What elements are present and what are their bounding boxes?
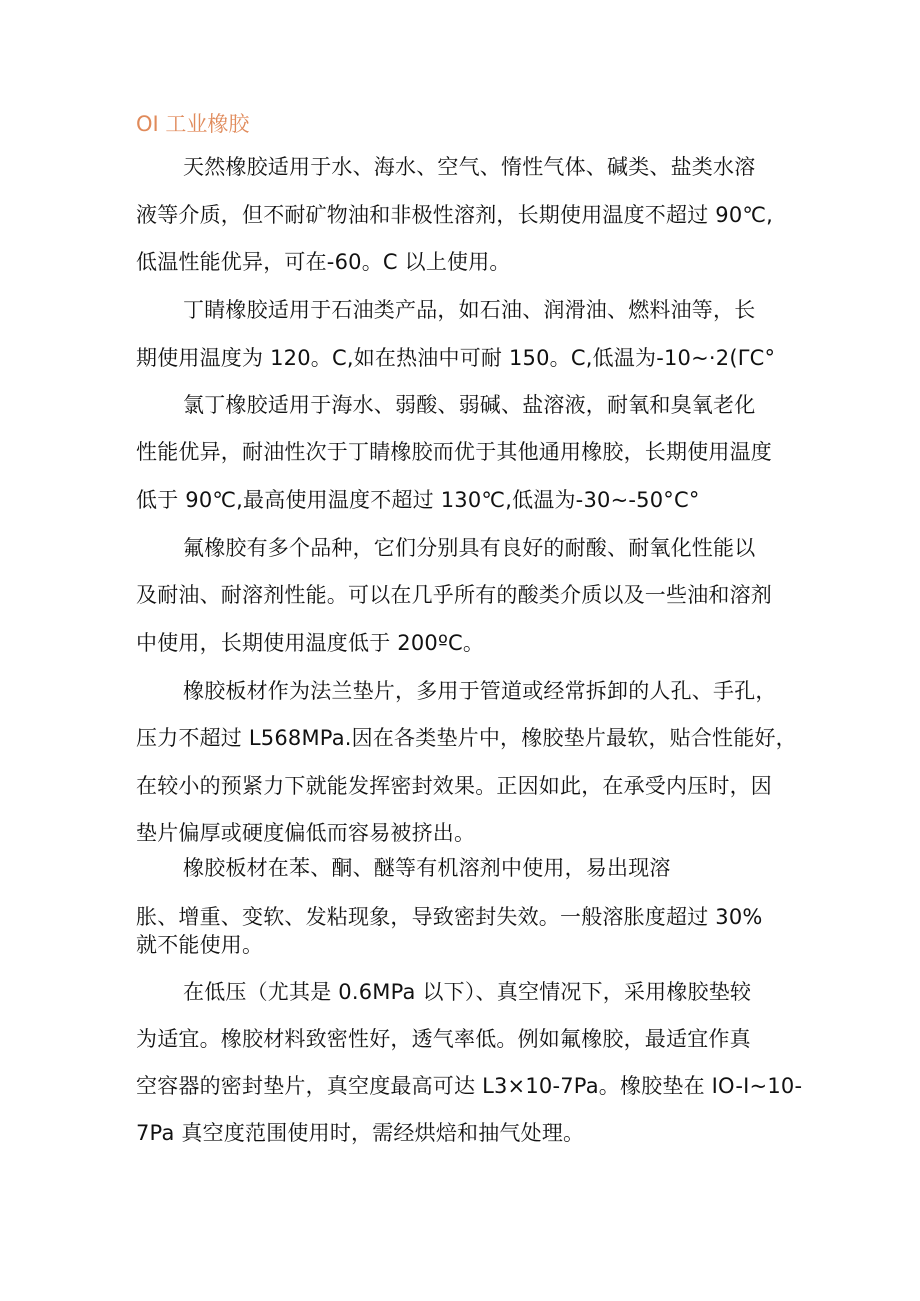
- text-line: 性能优异，耐油性次于丁睛橡胶而优于其他通用橡胶，长期使用温度: [136, 440, 772, 464]
- text-line: 丁睛橡胶适用于石油类产品，如石油、润滑油、燃料油等，长: [183, 298, 756, 322]
- text-line: 压力不超过 L568MPa.因在各类垫片中，橡胶垫片最软，贴合性能好，: [136, 726, 797, 750]
- text-line: 空容器的密封垫片，真空度最高可达 L3×10-7Pa。橡胶垫在 IO-I~10-: [136, 1074, 803, 1098]
- text-line: 天然橡胶适用于水、海水、空气、惰性气体、碱类、盐类水溶: [183, 155, 756, 179]
- text-line: 就不能使用。: [136, 933, 264, 957]
- text-line: 氟橡胶有多个品种，它们分别具有良好的耐酸、耐氧化性能以: [183, 536, 756, 560]
- text-line: 橡胶板材在苯、酮、醚等有机溶剂中使用，易出现溶: [183, 856, 671, 880]
- text-line: 橡胶板材作为法兰垫片，多用于管道或经常拆卸的人孔、手孔，: [183, 679, 777, 703]
- text-line: 7Pa 真空度范围使用时，需经烘焙和抽气处理。: [136, 1121, 585, 1145]
- text-line: 在低压（尤其是 0.6MPa 以下）、真空情况下，采用橡胶垫较: [183, 980, 752, 1004]
- text-line: 在较小的预紧力下就能发挥密封效果。正因如此，在承受内压时，因: [136, 774, 772, 798]
- text-line: 为适宜。橡胶材料致密性好，透气率低。例如氟橡胶，最适宜作真: [136, 1027, 751, 1051]
- text-line: 垫片偏厚或硬度偏低而容易被挤出。: [136, 821, 476, 845]
- text-line: 期使用温度为 120。C,如在热油中可耐 150。C,低温为-10~·2(ΓC°: [136, 346, 776, 370]
- text-line: 胀、增重、变软、发粘现象，导致密封失效。一般溶胀度超过 30%: [136, 905, 763, 929]
- text-line: 液等介质，但不耐矿物油和非极性溶剂，长期使用温度不超过 90℃,: [136, 203, 774, 227]
- text-line: 低温性能优异，可在-60。C 以上使用。: [136, 250, 511, 274]
- text-line: 及耐油、耐溶剂性能。可以在几乎所有的酸类介质以及一些油和溶剂: [136, 583, 772, 607]
- section-heading: OI 工业橡胶: [136, 112, 250, 136]
- text-line: 氯丁橡胶适用于海水、弱酸、弱碱、盐溶液，耐氧和臭氧老化: [183, 393, 756, 417]
- text-line: 中使用，长期使用温度低于 200ºC。: [136, 631, 485, 655]
- text-line: 低于 90℃,最高使用温度不超过 130℃,低温为-30~-50°C°: [136, 488, 700, 512]
